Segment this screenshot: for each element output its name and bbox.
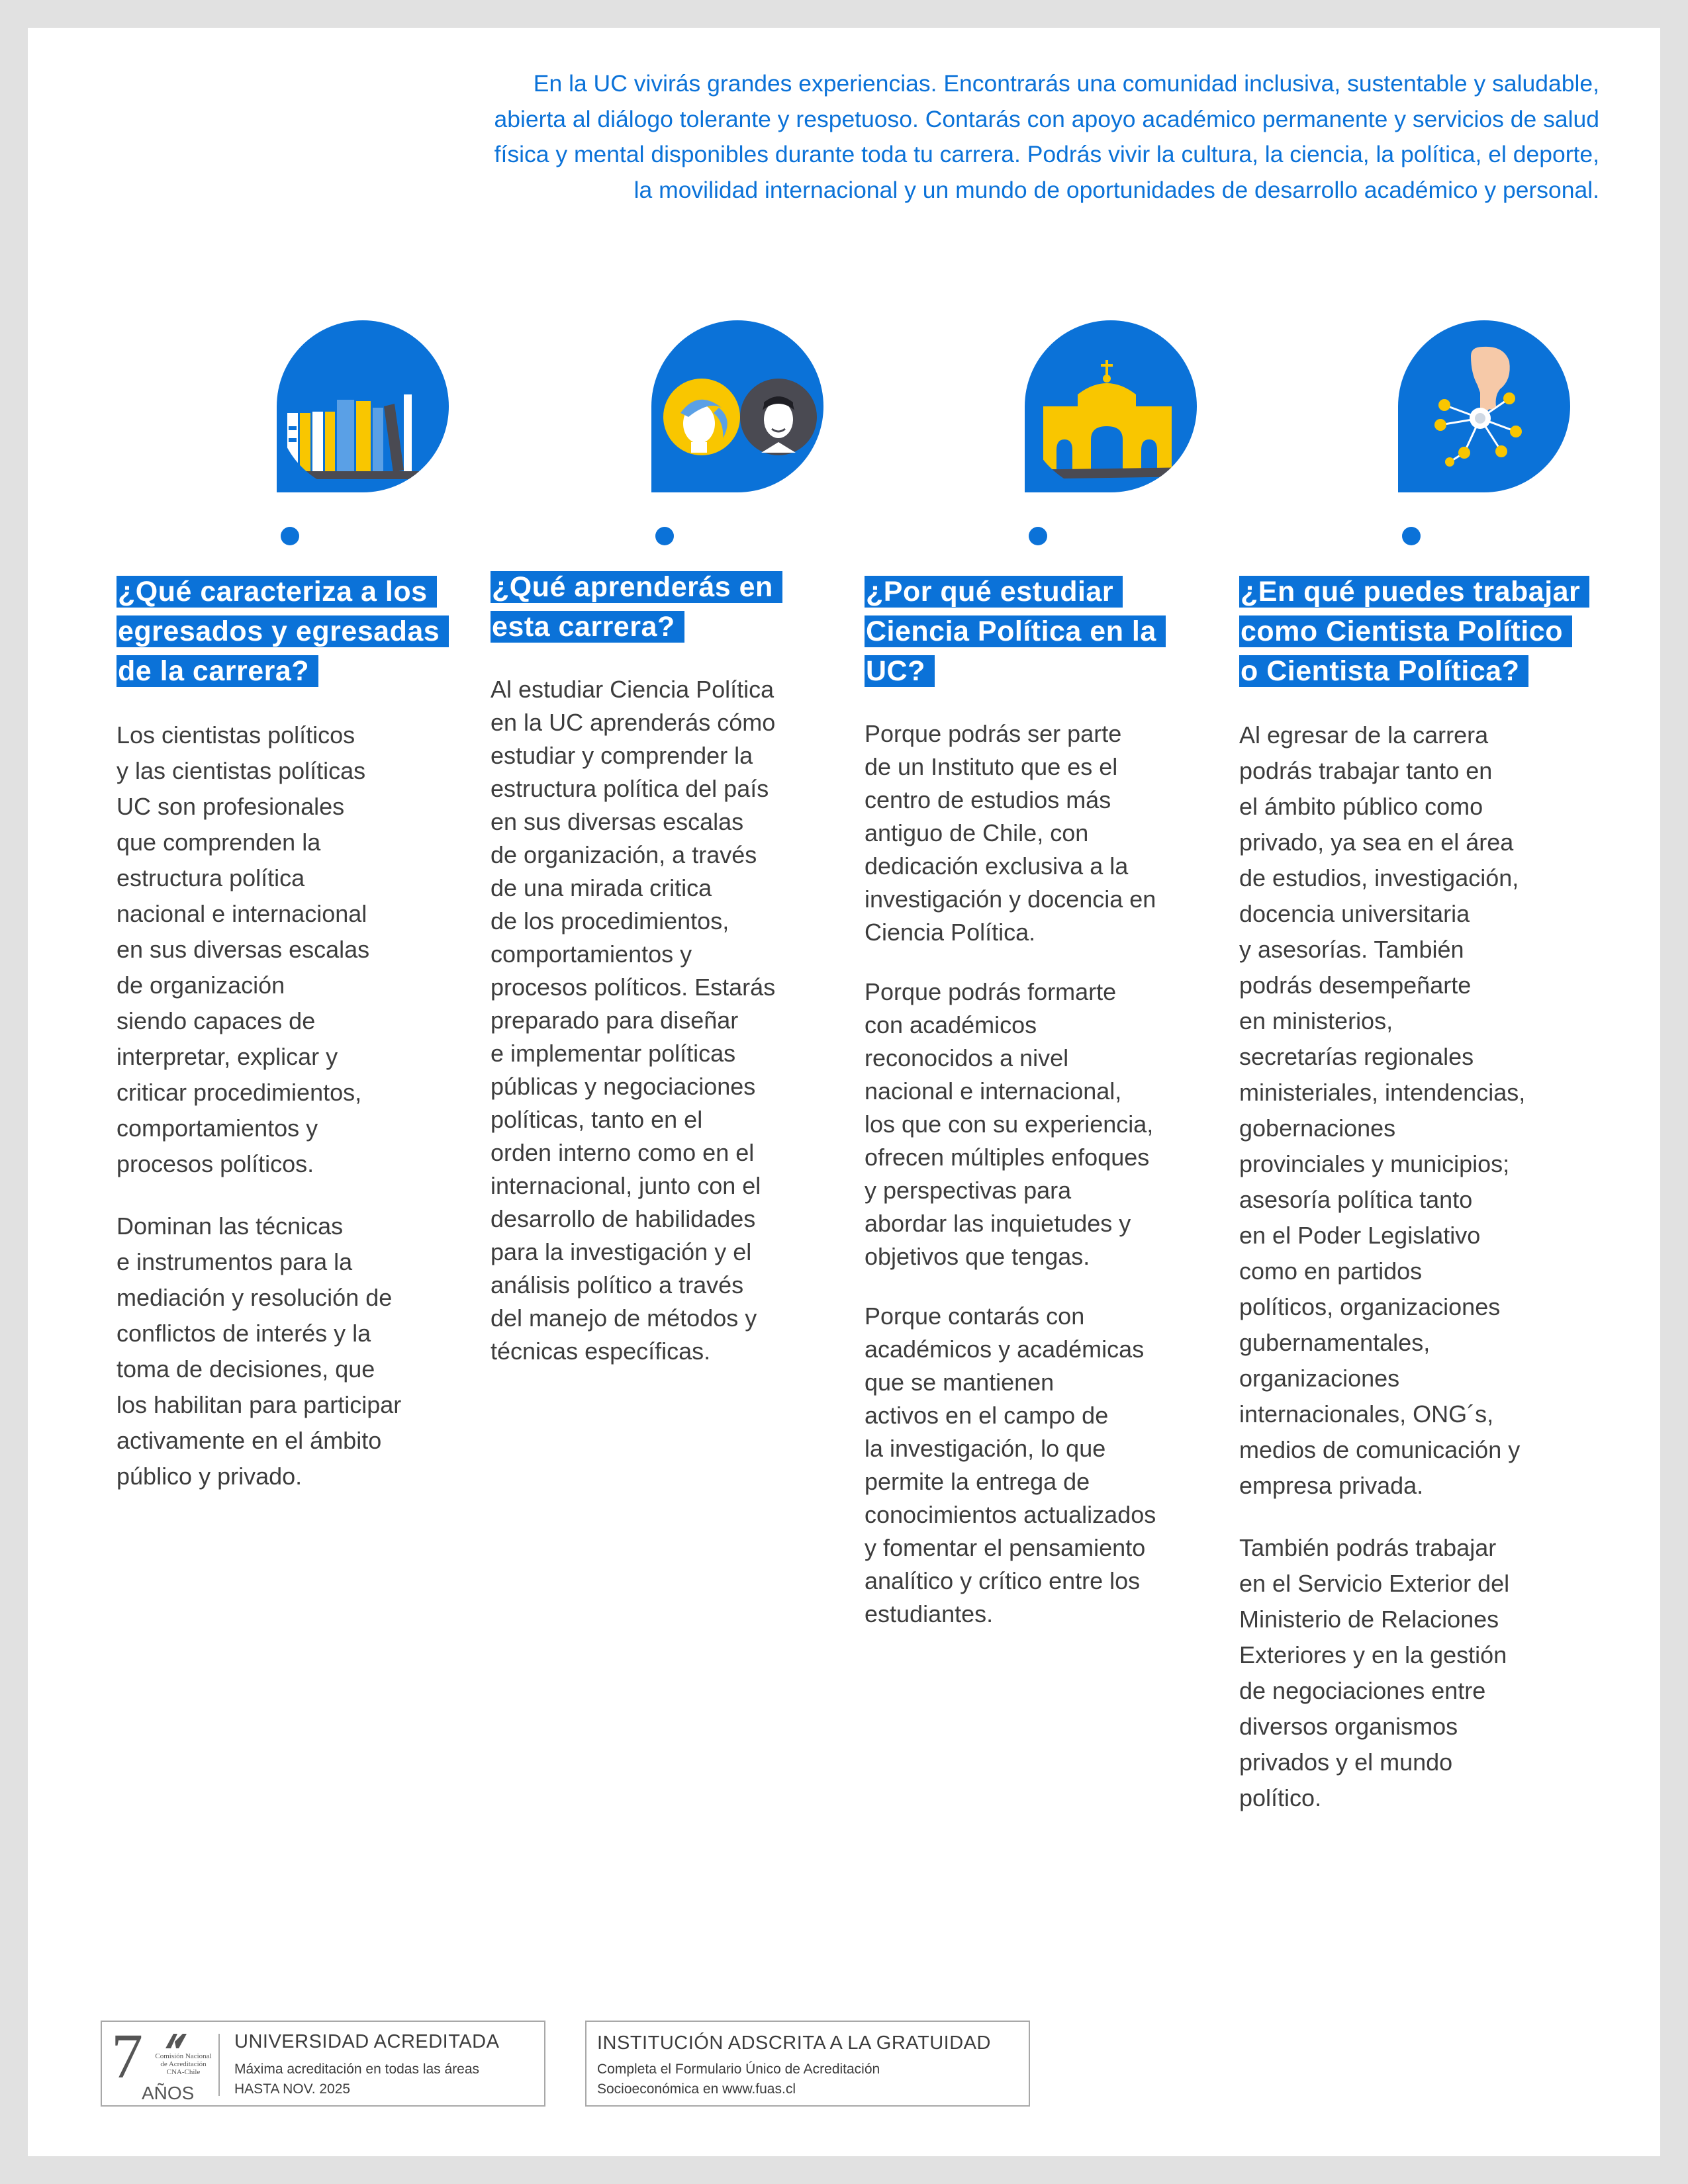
accreditation-box — [101, 2021, 545, 2107]
accreditation-line2: HASTA NOV. 2025 — [234, 2081, 351, 2097]
building-icon — [998, 320, 1197, 545]
gratuidad-line1: Completa el Formulario Único de Acreditación — [597, 2062, 880, 2077]
column-aprenderas — [491, 567, 835, 1394]
column-heading: ¿En qué puedes trabajar como Cientista Político o Cientista Política? — [1239, 572, 1583, 691]
gratuidad-line2: Socioeconómica en www.fuas.cl — [597, 2081, 796, 2097]
divider — [218, 2034, 220, 2096]
column-paragraph: También podrás trabajar en el Servicio Exterior del Ministerio de Relaciones Exteriores y en la gestión de negociaciones entre diversos organismos privados y el mundo político. — [1239, 1534, 1510, 1811]
column-heading: ¿Qué aprenderás en esta carrera? — [491, 567, 835, 647]
network-hand-icon — [1372, 320, 1570, 545]
people-icon — [625, 320, 823, 545]
gratuidad-box — [585, 2021, 1030, 2107]
gratuidad-title: INSTITUCIÓN ADSCRITA A LA GRATUIDAD — [597, 2032, 991, 2054]
column-trabajar — [1239, 572, 1583, 1843]
page-sheet — [28, 28, 1660, 2156]
column-paragraph: Al estudiar Ciencia Política en la UC aprenderás cómo estudiar y comprender la estructura política del país en sus diversas escalas de organización, a través de una mirada critica de los procedimientos, comportamientos y procesos políticos. Estarás preparado para diseñar e implementar políticas públicas y negociaciones políticas, tanto en el orden interno como en el internacional, junto con el desarrollo de habilidades para la investigación y el análisis político a través del manejo de métodos y técnicas específicas. — [491, 676, 776, 1365]
accreditation-years-label: AÑOS — [142, 2083, 195, 2103]
accreditation-line1: Máxima acreditación en todas las áreas — [234, 2062, 480, 2077]
column-paragraph: Los cientistas políticos y las cientistas políticas UC son profesionales que comprenden la estructura política nacional e internacional en sus diversas escalas de organización siendo capaces de interpretar, explicar y criticar procedimientos, comportamientos y procesos políticos. — [117, 721, 370, 1177]
column-por-que-estudiar — [865, 572, 1209, 1657]
column-paragraph: Dominan las técnicas e instrumentos para la mediación y resolución de conflictos de interés y la toma de decisiones, que los habilitan para participar activamente en el ámbito público y privado. — [117, 1212, 402, 1490]
accreditation-seal-text: Comisión Nacional de Acreditación CNA-Chile — [155, 2052, 212, 2076]
bookshelf-icon — [250, 320, 449, 545]
column-heading: ¿Por qué estudiar Ciencia Política en la UC? — [865, 572, 1209, 691]
cna-logo-icon — [163, 2032, 189, 2050]
intro-text: En la UC vivirás grandes experiencias. Encontrarás una comunidad inclusiva, sustentable y saludable, abierta al diálogo tolerante y respetuoso. Contarás con apoyo académico permanente y servicios de salud física y mental disponibles durante toda tu carrera. Podrás vivir la cultura, la ciencia, la política, el deporte, la movilidad internacional y un mundo de oportunidades de desarrollo académico y personal. — [494, 70, 1599, 203]
column-paragraph: Al egresar de la carrera podrás trabajar tanto en el ámbito público como privado, ya sea en el área de estudios, investigación, docencia universitaria y asesorías. También podrás desempeñarte en ministerios, secretarías regionales ministeriales, intendencias, gobernaciones provinciales y municipios; asesoría política tanto en el Poder Legislativo como en partidos políticos, organizaciones gubernamentales, organizaciones internacionales, ONG´s, medios de comunicación y empresa privada. — [1239, 721, 1526, 1499]
column-paragraph: Porque podrás ser parte de un Instituto que es el centro de estudios más antiguo de Chile, con dedicación exclusiva a la investigación y docencia en Ciencia Política. — [865, 720, 1156, 946]
column-paragraph: Porque contarás con académicos y académicas que se mantienen activos en el campo de la investigación, lo que permite la entrega de conocimientos actualizados y fomentar el pensamiento analítico y crítico entre los estudiantes. — [865, 1302, 1156, 1627]
accreditation-title: UNIVERSIDAD ACREDITADA — [234, 2031, 500, 2052]
column-paragraph: Porque podrás formarte con académicos reconocidos a nivel nacional e internacional, los que con su experiencia, ofrecen múltiples enfoques y perspectivas para abordar las inquietudes y objetivos que tengas. — [865, 978, 1154, 1270]
column-heading: ¿Qué caracteriza a los egresados y egresadas de la carrera? — [117, 572, 461, 691]
accreditation-years-number: 7 — [111, 2021, 143, 2091]
column-egresados — [117, 572, 461, 1521]
